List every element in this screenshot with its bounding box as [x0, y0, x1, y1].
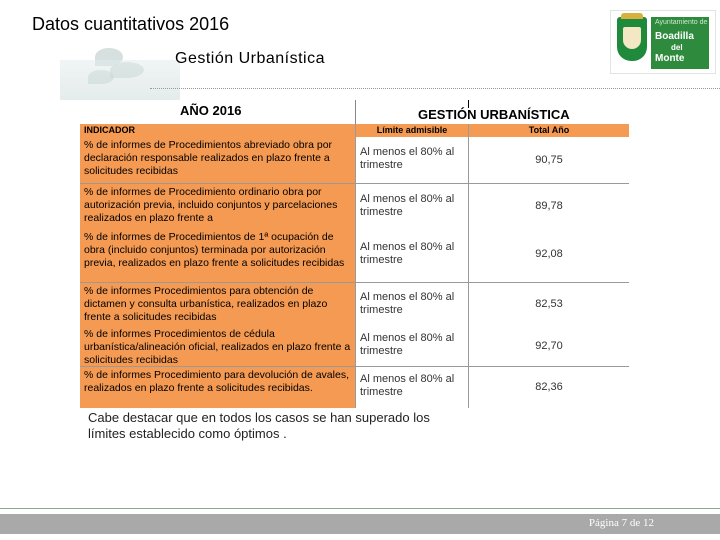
- logo-line-4: Monte: [655, 53, 685, 64]
- logo-line-3: del: [671, 43, 683, 52]
- section-label: GESTIÓN URBANÍSTICA: [418, 107, 570, 122]
- table-row-indicator: % de informes de Procedimientos abreviado obra por declaración responsable realizados en plazo frente a solicitudes recibidas: [80, 137, 355, 183]
- table-row-total: 92,70: [469, 326, 629, 366]
- conclusion-note: Cabe destacar que en todos los casos se han superado los límites establecido como óptimos .: [88, 410, 430, 441]
- logo-line-2: Boadilla: [655, 31, 694, 42]
- column-header-limit: Límite admisible: [356, 124, 468, 137]
- table-row-limit: Al menos el 80% al trimestre: [356, 283, 468, 326]
- table-row-indicator: % de informes Procedimientos de cédula urbanística/alineación oficial, realizados en plazo frente a solicitudes recibidas: [80, 326, 355, 366]
- page-subtitle: Gestión Urbanística: [175, 50, 326, 67]
- table-row-total: 89,78: [469, 184, 629, 229]
- table-row-indicator: % de informes Procedimiento para devolución de avales, realizados en plazo frente a solicitudes recibidas.: [80, 367, 355, 408]
- indicators-table: [80, 100, 629, 408]
- municipality-logo: [610, 10, 716, 74]
- column-header-indicator: INDICADOR: [80, 124, 355, 137]
- table-row-limit: Al menos el 80% al trimestre: [356, 367, 468, 408]
- footer-divider: [0, 508, 720, 509]
- table-row-total: 90,75: [469, 137, 629, 183]
- page-number: Página 7 de 12: [588, 517, 654, 529]
- table-row-indicator: % de informes de Procedimiento ordinario obra por autorización previa, incluido conjuntos y parcelaciones realizados en plazo frente a: [80, 184, 355, 229]
- table-row-limit: Al menos el 80% al trimestre: [356, 326, 468, 366]
- table-row-indicator: % de informes Procedimientos para obtención de dictamen y consulta urbanística, realizados en plazo frente a solicitudes recibidas: [80, 283, 355, 326]
- crown-icon: [621, 13, 643, 19]
- column-header-total: Total Año: [469, 124, 629, 137]
- table-row-indicator: % de informes de Procedimientos de 1ª ocupación de obra (incluido conjuntos) terminada por autorización previa, realizados en plazo frente a solicitudes recibidas: [80, 229, 355, 282]
- logo-line-1: Ayuntamiento de: [655, 19, 708, 26]
- table-row-total: 82,53: [469, 283, 629, 326]
- header-divider: [150, 88, 720, 89]
- table-row-limit: Al menos el 80% al trimestre: [356, 229, 468, 282]
- year-label: AÑO 2016: [180, 103, 242, 118]
- table-row-limit: Al menos el 80% al trimestre: [356, 184, 468, 229]
- table-row-total: 82,36: [469, 367, 629, 408]
- table-row-total: 92,08: [469, 229, 629, 282]
- coat-of-arms-icon: [617, 17, 647, 61]
- footer-bar: [0, 514, 720, 534]
- page-title: Datos cuantitativos 2016: [32, 14, 230, 34]
- table-row-limit: Al menos el 80% al trimestre: [356, 137, 468, 183]
